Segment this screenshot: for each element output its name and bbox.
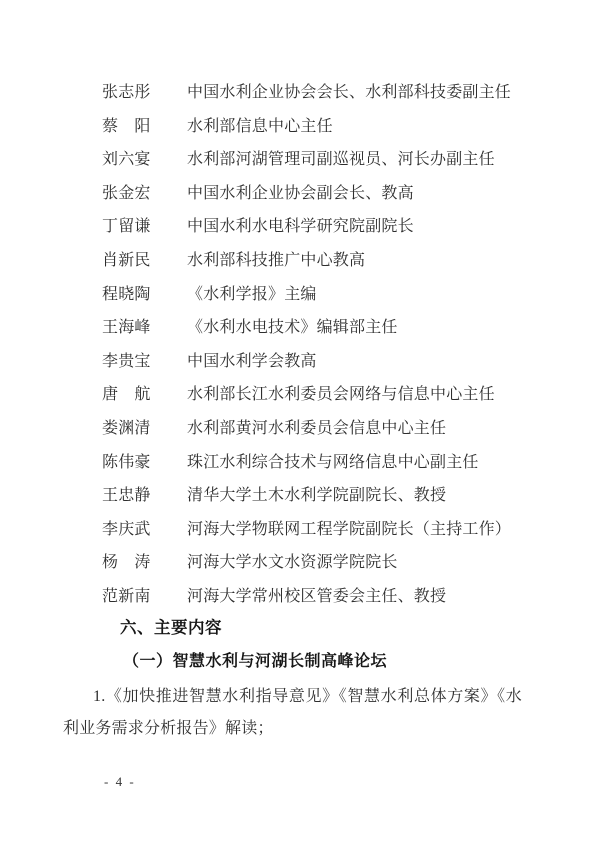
attendee-row <box>63 479 522 513</box>
attendee-row <box>63 244 522 278</box>
attendee-title: 河海大学常州校区管委会主任、教授 <box>187 587 447 605</box>
attendee-title: 河海大学水文水资源学院院长 <box>187 554 398 572</box>
attendee-row <box>63 412 522 446</box>
attendee-row <box>63 143 522 177</box>
attendee-name: 杨 涛 <box>102 554 151 572</box>
attendee-title: 《水利学报》主编 <box>187 285 317 303</box>
attendee-name: 范新南 <box>102 587 151 605</box>
attendee-name: 蔡 阳 <box>102 117 151 135</box>
attendee-row <box>63 110 522 144</box>
attendee-name: 张金宏 <box>102 184 151 202</box>
attendee-name: 陈伟豪 <box>102 453 151 471</box>
attendee-name: 程晓陶 <box>102 285 151 303</box>
section-subheading-smart-water-forum: （一）智慧水利与河湖长制高峰论坛 <box>123 653 388 671</box>
attendee-title: 《水利水电技术》编辑部主任 <box>187 319 398 337</box>
attendee-title: 水利部黄河水利委员会信息中心主任 <box>187 419 447 437</box>
attendee-name: 娄渊清 <box>102 419 151 437</box>
attendee-name: 张志彤 <box>102 84 151 101</box>
attendee-title: 中国水利学会教高 <box>187 352 317 370</box>
attendee-list <box>63 76 522 614</box>
attendee-name: 李贵宝 <box>102 352 151 370</box>
attendee-title: 水利部信息中心主任 <box>187 117 333 135</box>
attendee-row <box>63 210 522 244</box>
attendee-row <box>63 311 522 345</box>
attendee-title: 清华大学土木水利学院副院长、教授 <box>187 487 447 505</box>
attendee-name: 王忠静 <box>102 487 151 505</box>
attendee-row <box>63 345 522 379</box>
section-heading-main-content: 六、主要内容 <box>120 618 222 637</box>
attendee-row <box>63 546 522 580</box>
attendee-row <box>63 378 522 412</box>
attendee-name: 丁留谦 <box>102 218 151 236</box>
attendee-title: 河海大学物联网工程学院副院长（主持工作） <box>187 520 512 538</box>
attendee-title: 中国水利水电科学研究院副院长 <box>187 218 414 236</box>
attendee-title: 中国水利企业协会副会长、教高 <box>187 184 414 202</box>
attendee-name: 刘六宴 <box>102 151 151 169</box>
attendee-title: 珠江水利综合技术与网络信息中心副主任 <box>187 453 479 471</box>
attendee-row <box>63 76 522 110</box>
attendee-title: 水利部河湖管理司副巡视员、河长办副主任 <box>187 151 495 169</box>
attendee-name: 肖新民 <box>102 251 151 269</box>
body-paragraph: 1.《加快推进智慧水利指导意见》《智慧水利总体方案》《水利业务需求分析报告》解读； <box>63 687 522 737</box>
page-number: - 4 - <box>104 774 136 789</box>
attendee-row <box>63 177 522 211</box>
attendee-row <box>63 580 522 614</box>
attendee-title: 水利部科技推广中心教高 <box>187 251 366 269</box>
attendee-title: 水利部长江水利委员会网络与信息中心主任 <box>187 386 495 404</box>
attendee-title: 中国水利企业协会会长、水利部科技委副主任 <box>187 84 512 101</box>
attendee-row <box>63 278 522 312</box>
attendee-name: 唐 航 <box>102 386 151 404</box>
attendee-name: 王海峰 <box>102 319 151 337</box>
attendee-name: 李庆武 <box>102 520 151 538</box>
attendee-row <box>63 446 522 480</box>
attendee-row <box>63 513 522 547</box>
